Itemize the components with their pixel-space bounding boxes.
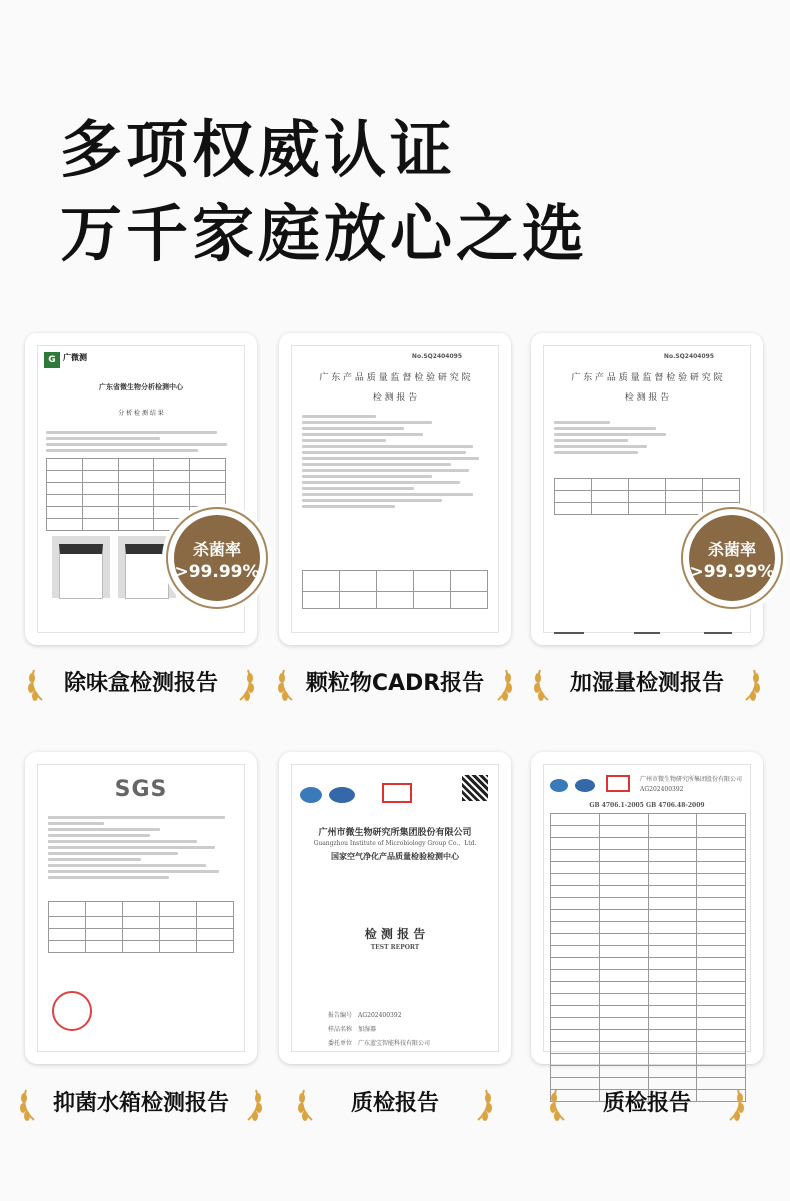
laurel-left-icon [24, 668, 46, 702]
report-org: 广 东 产 品 质 量 监 督 检 验 研 究 院 [319, 373, 471, 383]
laurel-left-icon [16, 1088, 38, 1122]
report-number: No.SQ2404095 [663, 353, 714, 360]
report-no-label: 报告编号 [328, 1012, 353, 1019]
caption-5 [270, 1084, 520, 1124]
report-card-3[interactable] [531, 333, 775, 645]
laurel-right-icon [494, 668, 516, 702]
report-meta [328, 1009, 430, 1051]
laurel-left-icon [546, 1088, 568, 1122]
caption-4 [16, 1084, 266, 1124]
laurel-right-icon [474, 1088, 496, 1122]
logo-text: 广微测 [63, 353, 87, 362]
caption-text: 质检报告 [350, 1091, 439, 1116]
caption-1 [16, 664, 266, 704]
caption-text: 质检报告 [602, 1091, 691, 1116]
report-center: 国家空气净化产品质量检验检测中心 [331, 851, 459, 861]
report-card-4[interactable] [25, 752, 257, 1064]
laurel-left-icon [294, 1088, 316, 1122]
laurel-right-icon [236, 668, 258, 702]
report-org-en: Guangzhou Institute of Microbiology Group Co.，Ltd. [313, 840, 477, 847]
caption-2 [270, 664, 520, 704]
report-document [291, 764, 499, 1052]
cma-logos [550, 775, 630, 796]
report-org: 广州市微生物研究所集团股份有限公司 [640, 776, 743, 783]
badge-label: 杀菌率 [192, 540, 241, 559]
badge-value: >99.99% [174, 562, 260, 582]
caption-text: 除味盒检测报告 [63, 671, 218, 696]
result-table [302, 570, 488, 609]
caption-text: 颗粒物CADR报告 [305, 671, 485, 696]
signatures [554, 632, 740, 638]
badge-label: 杀菌率 [707, 540, 756, 559]
report-card-1[interactable] [25, 333, 260, 645]
laurel-left-icon [530, 668, 552, 702]
report-title: 检 测 报 告 [624, 393, 670, 403]
report-org: 广 东 产 品 质 量 监 督 检 验 研 究 院 [571, 373, 723, 383]
headline-line2: 万千家庭放心之选 [60, 197, 589, 270]
report-title: 检 测 报 告 [372, 393, 418, 403]
laurel-left-icon [274, 668, 296, 702]
sample-label: 样品名称 [328, 1026, 353, 1033]
result-table [48, 901, 234, 953]
report-text-lines [302, 412, 488, 511]
report-card-2[interactable] [279, 333, 511, 645]
sgs-logo: SGS [114, 777, 168, 802]
caption-text: 抑菌水箱检测报告 [52, 1091, 229, 1116]
guangweice-logo: G [44, 352, 60, 368]
laurel-right-icon [244, 1088, 266, 1122]
report-card-6[interactable] [531, 752, 763, 1064]
report-number: No.SQ2404095 [411, 353, 462, 360]
result-table [550, 813, 746, 1102]
report-no: AG202400392 [640, 786, 684, 793]
result-table [554, 478, 740, 515]
sterilization-badge [681, 507, 783, 609]
report-document [291, 345, 499, 633]
sample-photo-1 [52, 536, 110, 598]
report-title-en: TEST REPORT [370, 944, 420, 951]
client-label: 委托单位 [328, 1040, 353, 1047]
headline-line1: 多项权威认证 [60, 113, 457, 186]
client-name: 广东蓝宝智能科技有限公司 [358, 1040, 431, 1047]
report-text-lines [554, 418, 740, 457]
sample-name: 加湿器 [358, 1026, 377, 1033]
headline [60, 108, 588, 276]
report-title: 分 析 检 测 结 果 [118, 410, 164, 417]
report-org: 广东省微生物分析检测中心 [99, 382, 183, 391]
report-document [37, 764, 245, 1052]
report-card-5[interactable] [279, 752, 511, 1064]
caption-3 [522, 664, 772, 704]
caption-text: 加湿量检测报告 [569, 671, 724, 696]
report-standard: GB 4706.1-2005 GB 4706.48-2009 [589, 802, 705, 809]
cma-logos [300, 783, 412, 807]
report-org: 广州市微生物研究所集团股份有限公司 [318, 828, 472, 838]
badge-value: >99.99% [689, 562, 775, 582]
report-document [543, 764, 751, 1052]
qr-code [462, 775, 488, 801]
laurel-right-icon [742, 668, 764, 702]
laurel-right-icon [726, 1088, 748, 1122]
sgs-seal [52, 991, 92, 1031]
sterilization-badge [166, 507, 268, 609]
report-text-lines [48, 813, 234, 882]
report-text-lines [46, 428, 236, 455]
report-title: 检 测 报 告 [364, 927, 426, 941]
report-no: AG202400392 [358, 1012, 402, 1019]
caption-6 [522, 1084, 772, 1124]
